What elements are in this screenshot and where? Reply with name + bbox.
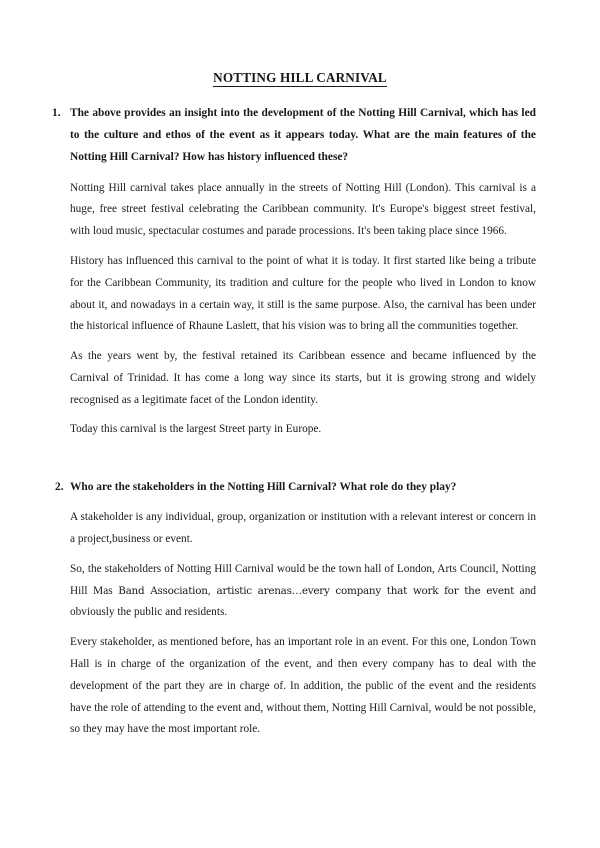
qa-section-2 [0, 477, 600, 741]
question-1-number: 1. [52, 106, 61, 119]
question-2-number: 2. [55, 481, 64, 494]
question-2 [0, 477, 600, 499]
qa-section-1 [0, 103, 600, 441]
page-title [0, 0, 600, 86]
answer-1-paragraph-1: Notting Hill carnival takes place annually in the streets of Notting Hill (London). This carnival is a huge, free street festival celebrating the Caribbean community. It's Europe's biggest street festival, with loud music, spectacular costumes and parade processions. It's been taking place since 1966. [70, 181, 536, 238]
question-2-text: Who are the stakeholders in the Notting Hill Carnival? What role do they play? [70, 481, 457, 494]
text-run-2: Band Association, artistic arenas…every company that work for the event [118, 584, 515, 597]
page-title-text: NOTTING HILL CARNIVAL [213, 70, 387, 85]
answer-2-paragraph-3: Every stakeholder, as mentioned before, has an important role in an event. For this one, London Town Hall is in charge of the organization of the event, and then every company has to deal with the development of the part they are in charge of. In addition, the public of the event and the residents have the role of attending to the event and, without them, Notting Hill Carnival, would be not possible, so they may have the most important role. [70, 636, 536, 736]
answer-1-paragraph-4: Today this carnival is the largest Street party in Europe. [70, 423, 322, 436]
text-run-1: So, the stakeholders of Notting Hill Carnival would be the town hall of London, Arts Council, Notting Hill Mas [70, 562, 536, 597]
question-1 [0, 103, 600, 169]
answer-2-paragraph-2 [0, 559, 600, 624]
answer-2-paragraph-1: A stakeholder is any individual, group, organization or institution with a relevant interest or concern in a project,business or event. [70, 511, 536, 545]
answer-1-paragraph-2: History has influenced this carnival to the point of what it is today. It first started like being a tribute for the Caribbean Community, its tradition and culture for the people who lived in London to know about it, and nowadays in a certain way, it still is the same purpose. Also, the carnival has been under the historical influence of Rhaune Laslett, that his vision was to bring all the communities together. [70, 254, 536, 333]
answer-1-paragraph-3: As the years went by, the festival retained its Caribbean essence and became influenced by the Carnival of Trinidad. It has come a long way since its starts, but it is growing strong and widely recognised as a legitimate facet of the London identity. [70, 350, 536, 406]
text-run-3: and obviously the public and residents. [70, 584, 536, 619]
question-1-text: The above provides an insight into the development of the Notting Hill Carnival, which has led to the culture and ethos of the event as it appears today. What are the main features of the Notting Hill Carnival? How has history influenced these? [70, 106, 536, 163]
